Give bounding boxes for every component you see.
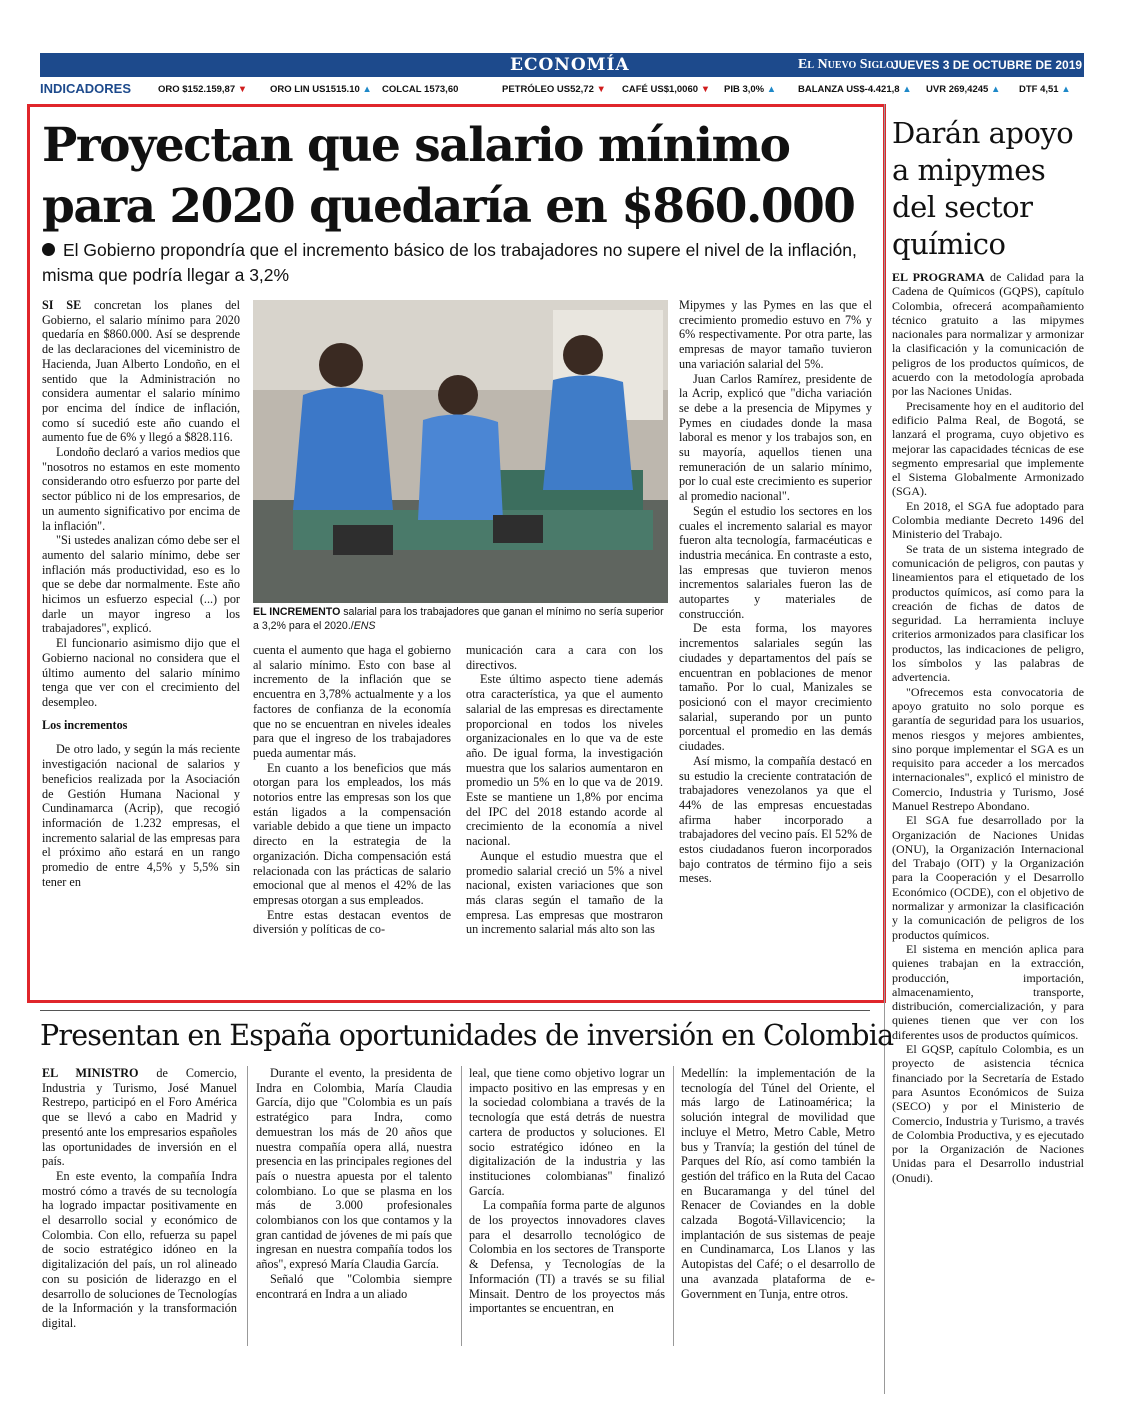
main-column-4: Mipymes y las Pymes en las que el crecimiento promedio estuvo en 7% y 6% respectivamente. Por otra parte, las empresas de mayor tamaño tuvieron una variación salarial del 5%. Juan Carlos Ramírez, presidente de la Acrip, explicó que "dicha variación se debe a la presencia de Mipymes y Pymes en ciudades donde la masa laboral es menor y los trabajos son, en su mayoría, aquellos tienen una remuneración de un salario mínimo, por lo cual este crecimiento es superior al promedio nacional". Según el estudio los sectores en los cuales el incremento salarial es mayor fueron alta tecnología, farmacéuticas e industria mecánica. En contraste a esto, las empresas que tuvieron menos incrementos salariales fueron las de autopartes y materiales de construcción. De esta forma, los mayores incrementos salariales según las ciudades y departamentos del país se encuentran en poblaciones de menor tamaño. Por lo cual, Manizales se posicionó con el mayor crecimiento salarial, superando por un punto porcentual el promedio en las demás ciudades. Así mismo, la compañía destacó en su estudio la creciente contratación de trabajadores venezolanos ya que el 44% de las empresas encuestadas afirma haber incorporado a trabajadores del vecino país. El 52% de estos ciudadanos fueron incorporados bajo contratos de término fijo a seis meses. bbox=[679, 298, 872, 886]
second-column-3: leal, que tiene como objetivo lograr un impacto positivo en las empresas y en la sociedad colombiana a través de la tecnología que está detrás de nuestra cartera de productos y soluciones. El socio estratégico idóneo en la digitalización de la industria y las instituciones colombianas" finalizó García. La compañía forma parte de algunos de los proyectos innovadores claves para el desarrollo tecnológico de Colombia en los sectores de Transporte & Defensa, y Tecnologías de la Información (TI) a través se su filial Minsait. Dentro de los proyectos más importantes se encuentran, en bbox=[469, 1066, 665, 1316]
newspaper-brand: El Nuevo Siglo bbox=[798, 57, 894, 72]
second-column-4: Medellín: la implementación de la tecnología del Túnel del Oriente, el más largo de Latinoamérica; la solución integral de movilidad que incluye el Metro, Metro Cable, Metro bus y Tranvía; la gestión del túnel de Parques del Río, así como también la gestión del tráfico en la Ruta del Cacao en Bucaramanga y del túnel del Renacer de Coviandes en la doble calzada Bogotá-Villavicencio; la implantación de sus sistemas de peaje en Cundinamarca, Los Llanos y las Autopistas del Café; o el desarrollo de una avanzada plataforma de e-Government en Tunja, entre otros. bbox=[681, 1066, 875, 1301]
column-divider bbox=[247, 1066, 248, 1346]
subheading: Los incrementos bbox=[42, 717, 128, 732]
workers-photo bbox=[253, 300, 668, 603]
workshop-illustration bbox=[253, 300, 668, 603]
page-number: 3B bbox=[1098, 54, 1122, 74]
arrow-down-icon: ▼ bbox=[237, 84, 248, 95]
indicator-item: ORO $152.159,87 ▼ bbox=[158, 84, 248, 95]
sidebar-headline: Darán apoyo a mipymes del sector químico bbox=[892, 116, 1074, 261]
column-divider bbox=[884, 104, 885, 1394]
arrow-up-icon: ▲ bbox=[1061, 84, 1071, 95]
main-column-2: cuenta el aumento que haga el gobierno al salario mínimo. Esto con base al incremento de la inflación que se encuentra en 3,78% actualmente y a los factores de confianza de la economía que no se encuentran en niveles ideales para que el ingreso de los trabajadores pueda aumentar más. En cuanto a los beneficios que más otorgan para los empleados, los más notorios entre las empresas son los que están ligados a la compensación variable debido a que tiene un impacto directo en la estrategia de la organización. Dicha compensación está relacionada con las prácticas de salario emocional que al menos el 42% de las empresas otorgan a sus empleados. Entre estas destacan eventos de diversión y políticas de co- bbox=[253, 643, 451, 937]
arrow-up-icon: ▲ bbox=[362, 84, 372, 95]
section-title: ECONOMÍA bbox=[510, 55, 630, 75]
indicator-item: ORO LIN US1515.10 ▲ bbox=[270, 84, 372, 95]
section-rule bbox=[40, 1010, 870, 1011]
arrow-up-icon: ▲ bbox=[902, 84, 912, 95]
indicator-item: CAFÉ US$1,0060 ▼ bbox=[622, 84, 711, 95]
indicator-item: PETRÓLEO US52,72 ▼ bbox=[502, 84, 606, 95]
column-divider bbox=[673, 1066, 674, 1346]
indicator-item: UVR 269,4245 ▲ bbox=[926, 84, 1001, 95]
main-column-3: municación cara a cara con los directivos. Este último aspecto tiene además otra característica, ya que el aumento salarial de las empresas es directamente proporcional en todos los niveles organizacionales en lo que va de este año. De igual forma, la investigación muestra que los salarios aumentaron en promedio un 5% en lo que va de 2019. Este se mantiene un 1,8% por encima del IPC del 2018 estando acorde al crecimiento de la economía a nivel nacional. Aunque el estudio muestra que el promedio salarial creció un 5% a nivel nacional, existen variaciones que son más claras según el tamaño de la empresa. Las empresas que mostraron un incremento salarial más alto son las bbox=[466, 643, 663, 937]
indicators-bar bbox=[40, 81, 1084, 99]
bullet-icon bbox=[42, 243, 55, 256]
arrow-up-icon: ▲ bbox=[766, 84, 777, 95]
arrow-down-icon: ▼ bbox=[596, 84, 606, 95]
arrow-down-icon: ▼ bbox=[700, 84, 711, 95]
indicator-item: BALANZA US$-4.421,8 ▲ bbox=[798, 84, 912, 95]
arrow-up-icon: ▲ bbox=[990, 84, 1001, 95]
column-divider bbox=[461, 1066, 462, 1346]
main-column-1: SI SE concretan los planes del Gobierno, el salario mínimo para 2020 quedaría en $860.000. Así se desprende de las declaraciones del viceministro de Hacienda, Juan Alberto Londoño, en el sentido que la Administración no considera aumentar el salario mínimo por encima del índice de inflación, como sí sucedió este año cuando el aumento fue de 6% y llegó a $828.116. Londoño declaró a varios medios que "nosotros no estamos en este momento considerando otro esfuerzo por parte del sector público ni de los empresarios, de un aumento significativo por encima de la inflación". "Si ustedes analizan cómo debe ser el aumento del salario mínimo, debe ser inflación más productividad, eso es lo que se debe dar normalmente. Este año hicimos un esfuerzo especial (...) por darle un mayor ingreso a los trabajadores", explicó. El funcionario asimismo dijo que el Gobierno nacional no considera que el último aumento del salario mínimo tenga que ver con el crecimiento del desempleo. Los incrementos De otro lado, y según la más reciente investigación nacional de salarios y beneficios realizada por la Asociación de Gestión Humana Nacional y Cundinamarca (Acrip), que recogió información de 1.232 empresas, el incremento salarial de las empresas para el próximo año estará en un rango promedio de entre 4,5% y 5,5% sin tener en bbox=[42, 298, 240, 889]
issue-date: JUEVES 3 DE OCTUBRE DE 2019 bbox=[892, 58, 1083, 72]
section-header-bar bbox=[40, 53, 1122, 77]
main-deck: El Gobierno propondría que el incremento básico de los trabajadores no supere el nivel de la inflación, misma que podría llegar a 3,2% bbox=[42, 240, 857, 286]
indicator-item: PIB 3,0% ▲ bbox=[724, 84, 777, 95]
second-column-2: Durante el evento, la presidenta de Indra en Colombia, María Claudia García, dijo que "Colombia es un país estratégico para Indra, como demuestran los más de 20 años que nuestra compañía opera allá, nuestra presencia en las principales regiones del país o nuestra apuesta por el talento colombiano. Lo que se plasma en los más de 3.000 profesionales colombianos con los que contamos y la gran cantidad de jóvenes de mi país que ingresan en nuestra compañía todos los años", expresó María Claudia García. Señaló que "Colombia siempre encontrará en Indra a un aliado bbox=[256, 1066, 452, 1301]
main-headline: Proyectan que salario mínimo para 2020 quedaría en $860.000 bbox=[42, 118, 855, 235]
indicator-item: DTF 4,51 ▲ bbox=[1019, 84, 1071, 95]
indicator-item: COLCAL 1573,60 bbox=[382, 84, 459, 95]
indicators-label: INDICADORES bbox=[40, 81, 132, 96]
sidebar-column: EL PROGRAMA de Calidad para la Cadena de Químicos (GQPS), capítulo Colombia, ofrecerá acompañamiento técnico gratuito a las mipymes nacionales para normalizar y armonizar la clasificación y la comunicación de peligros de los productos químicos, de acuerdo con la metodología aprobada por las Naciones Unidas. Precisamente hoy en el auditorio del edificio Palma Real, de Bogotá, se lanzará el programa, cuyo objetivo es mejorar las capacidades técnicas de ese segmento empresarial que implemente el Sistema Globalmente Armonizado (SGA). En 2018, el SGA fue adoptado para Colombia mediante Decreto 1496 del Ministerio del Trabajo. Se trata de un sistema integrado de comunicación de peligros, con pautas y lineamientos para el etiquetado de los productos químicos, así como para la creación de fichas de datos de seguridad. La herramienta incluye criterios armonizados para clasificar los productos, las indicaciones de peligro, los símbolos y las palabras de advertencia. "Ofrecemos esta convocatoria de apoyo gratuito no solo porque es garantía de seguridad para los usuarios, menos riesgos y mejores ambientes, sino porque implementar el SGA es un requisito para acceder a los mercados internacionales", explicó el ministro de Comercio, Industria y Turismo, José Manuel Restrepo Abondano. El SGA fue desarrollado por la Organización de Naciones Unidas (ONU), la Organización Internacional del Trabajo (OIT) y la Organización para la Cooperación y el Desarrollo Económico (OCDE), con el objetivo de normalizar y armonizar la clasificación y la comunicación de peligros de los productos químicos. El sistema en mención aplica para quienes trabajan en la extracción, producción, importación, almacenamiento, transporte, distribución, comercialización, y para quienes tienen que ver con los diferentes usos de productos químicos. El GQSP, capítulo Colombia, es un proyecto de asistencia técnica financiado por la Secretaría de Estado para Asuntos Económicos de Suiza (SECO) y por el Ministerio de Comercio, Industria y Turismo, a través de Colombia Productiva, y es ejecutado por la Organización de Naciones Unidas para el Desarrollo industrial (Onudi). bbox=[892, 270, 1084, 1185]
second-headline: Presentan en España oportunidades de inversión en Colombia bbox=[40, 1019, 894, 1052]
photo-caption: EL INCREMENTO salarial para los trabajadores que ganan el mínimo no sería superior a 3,2% para el 2020./ENS bbox=[253, 606, 664, 632]
second-column-1: EL MINISTRO de Comercio, Industria y Turismo, José Manuel Restrepo, participó en el Foro América que se llevó a cabo en Madrid y presentó ante los empresarios españoles las oportunidades de inversión en el país. En este evento, la compañía Indra mostró cómo a través de su tecnología ha logrado impactar positivamente en el desarrollo social y económico de Colombia. Con ello, refuerza su papel de socio estratégico idóneo en la digitalización del país, un rol alineado con su posición de liderazgo en el desarrollo de soluciones de Tecnologías de la Información y la transformación digital. bbox=[42, 1066, 237, 1330]
